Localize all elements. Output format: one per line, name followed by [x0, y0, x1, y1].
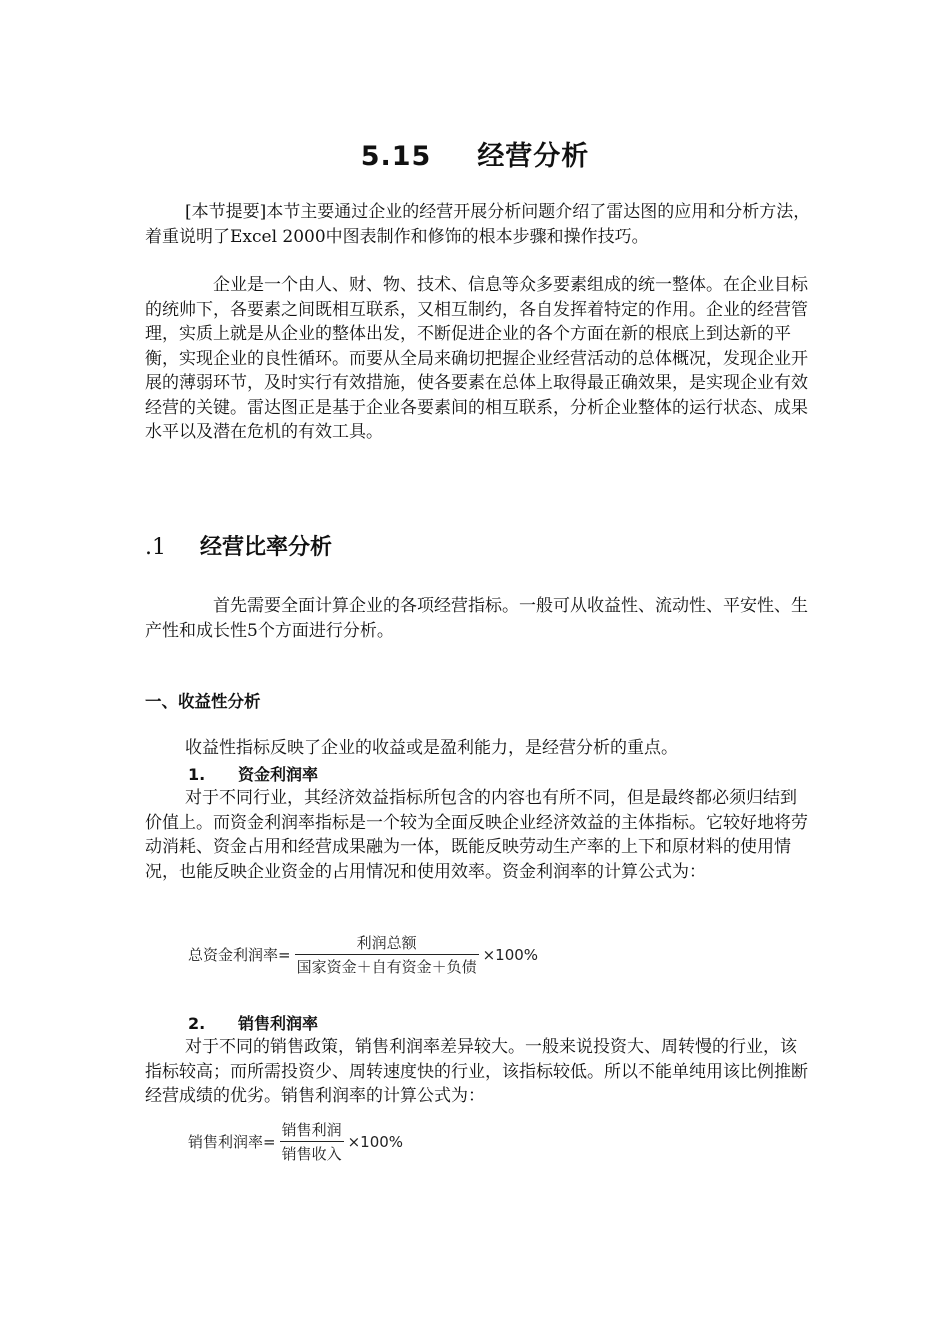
item2-title: 销售利润率 — [238, 1014, 319, 1033]
formula1-numerator: 利润总额 — [356, 934, 417, 952]
item1-paragraph: 对于不同行业，其经济效益指标所包含的内容也有所不同，但是最终都必须归结到价值上。而资金利润率指标是一个较为全面反映企业经济效益的主体指标。它较好地将劳动消耗、资金占用和经营成果融为一体，既能反映劳动生产率的上下和原材料的使用情况，也能反映企业资金的占用情况和使用效率。资金利润率的计算公式为： — [145, 788, 808, 882]
section-paragraph: 首先需要全面计算企业的各项经营指标。一般可从收益性、流动性、平安性、生产性和成长性5个方面进行分析。 — [145, 596, 808, 641]
formula-capital-profit-rate — [188, 932, 538, 977]
item2-paragraph: 对于不同的销售政策，销售利润率差异较大。一般来说投资大、周转慢的行业，该指标较高；而所需投资少、周转速度快的行业，该指标较低。所以不能单纯用该比例推断经营成绩的优劣。销售利润率的计算公式为： — [145, 1037, 808, 1106]
item1-title: 资金利润率 — [238, 765, 319, 784]
item2-number: 2. — [188, 1014, 206, 1033]
section-title: 经营比率分析 — [200, 535, 333, 560]
summary-paragraph: [本节提要]本节主要通过企业的经营开展分析问题介绍了雷达图的应用和分析方法，着重说明了Excel 2000中图表制作和修饰的根本步骤和操作技巧。 — [145, 202, 811, 247]
title-text: 经营分析 — [477, 141, 590, 172]
formula2-lhs: 销售利润率 — [188, 1133, 264, 1151]
formula2-numerator: 销售利润 — [281, 1121, 342, 1139]
subsection-paragraph: 收益性指标反映了企业的收益或是盈利能力，是经营分析的重点。 — [185, 738, 678, 758]
formula1-lhs: 总资金利润率 — [188, 946, 279, 964]
formula2-times: ×100% — [347, 1132, 404, 1151]
page-title — [0, 134, 950, 173]
formula1-equals: = — [278, 945, 291, 964]
formula2-denominator: 销售收入 — [280, 1141, 344, 1164]
section-number: .1 — [145, 535, 166, 560]
formula2-fraction — [280, 1119, 344, 1164]
subsection-heading: 一、收益性分析 — [145, 692, 261, 711]
item1-heading — [188, 762, 318, 785]
title-number: 5.15 — [360, 141, 432, 172]
section-heading — [145, 530, 332, 561]
item2-heading — [188, 1011, 318, 1034]
formula-sales-profit-rate — [188, 1119, 403, 1164]
formula1-denominator: 国家资金＋自有资金＋负债 — [295, 954, 479, 977]
item1-number: 1. — [188, 765, 206, 784]
intro-paragraph: 企业是一个由人、财、物、技术、信息等众多要素组成的统一整体。在企业目标的统帅下，各要素之间既相互联系，又相互制约，各自发挥着特定的作用。企业的经营管理，实质上就是从企业的整体出发，不断促进企业的各个方面在新的根底上到达新的平衡，实现企业的良性循环。而要从全局来确切把握企业经营活动的总体概况，发现企业开展的薄弱环节，及时实行有效措施，使各要素在总体上取得最正确效果，是实现企业有效经营的关键。雷达图正是基于企业各要素间的相互联系，分析企业整体的运行状态、成果水平以及潜在危机的有效工具。 — [145, 275, 808, 442]
formula1-fraction — [295, 932, 479, 977]
formula2-equals: = — [263, 1132, 276, 1151]
formula1-times: ×100% — [482, 945, 539, 964]
